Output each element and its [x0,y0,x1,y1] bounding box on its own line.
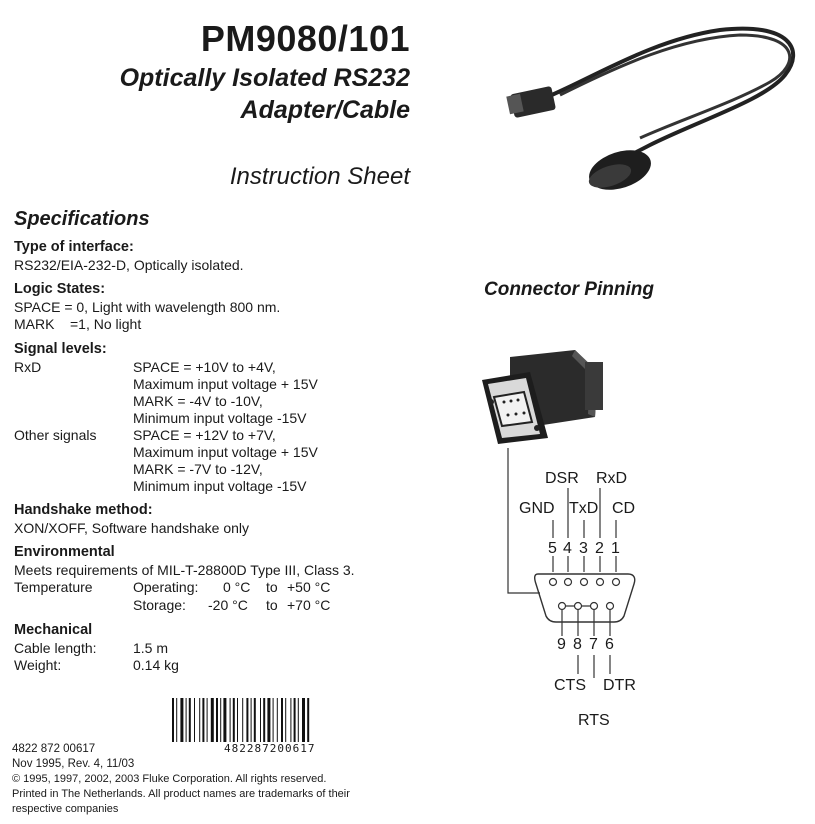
label-rts: RTS [578,712,610,729]
label-txd: TxD [569,500,599,517]
storage-to: to [266,597,278,613]
cable-length-value: 1.5 m [133,640,169,656]
weight-value: 0.14 kg [133,657,179,673]
subtitle-line2: Adapter/Cable [240,96,410,124]
signal-label: Signal levels: [14,341,107,357]
pin-number: 1 [611,540,620,557]
label-dsr: DSR [545,470,579,487]
product-title: PM9080/101 [200,18,410,59]
operating-label: Operating: [133,579,199,595]
handshake-value: XON/XOFF, Software handshake only [14,520,249,536]
subtitle-line1: Optically Isolated RS232 [119,64,410,92]
pin-number: 3 [579,540,588,557]
cable-illustration [500,20,810,195]
other-line: Minimum input voltage -15V [133,478,307,494]
copyright: © 1995, 1997, 2002, 2003 Fluke Corporation. All rights reserved. [12,773,327,785]
storage-max: +70 °C [287,597,331,613]
pin-number: 5 [548,540,557,557]
pin-number: 8 [573,636,582,653]
storage-min: -20 °C [208,597,248,613]
rxd-line: SPACE = +10V to +4V, [133,359,276,375]
mechanical-label: Mechanical [14,622,93,638]
label-dtr: DTR [603,677,636,694]
part-number: 4822 872 00617 [12,743,96,755]
other-line: SPACE = +12V to +7V, [133,427,276,443]
connector-heading: Connector Pinning [484,279,654,300]
printed-line1: Printed in The Netherlands. All product names are trademarks of their [12,788,350,800]
operating-max: +50 °C [287,579,331,595]
operating-min: 0 °C [223,579,251,595]
label-cts: CTS [554,677,586,694]
storage-label: Storage: [133,597,186,613]
label-cd: CD [612,500,636,517]
rxd-line: MARK = -4V to -10V, [133,393,263,409]
interface-label: Type of interface: [14,239,134,255]
pin-number: 6 [605,636,614,653]
interface-value: RS232/EIA-232-D, Optically isolated. [14,257,244,273]
label-gnd: GND [519,500,555,517]
rxd-label: RxD [14,359,42,375]
pin-number: 2 [595,540,604,557]
barcode [170,698,385,746]
operating-to: to [266,579,278,595]
logic-space: SPACE = 0, Light with wavelength 800 nm. [14,299,281,315]
pin-number: 7 [589,636,598,653]
weight-label: Weight: [14,657,62,673]
rxd-line: Maximum input voltage + 15V [133,376,318,392]
pin-number: 4 [563,540,572,557]
rxd-line: Minimum input voltage -15V [133,410,307,426]
logic-mark: MARK =1, No light [14,316,142,332]
environmental-label: Environmental [14,544,115,560]
environmental-value: Meets requirements of MIL-T-28800D Type III, Class 3. [14,562,355,578]
temperature-label: Temperature [14,579,93,595]
label-rxd: RxD [596,470,628,487]
barcode-number: 482287200617 [224,742,316,755]
db9-connector-illustration [480,342,610,447]
printed-line2: respective companies [12,803,119,815]
other-signals-label: Other signals [14,427,97,443]
doc-type: Instruction Sheet [229,163,410,190]
other-line: MARK = -7V to -12V, [133,461,263,477]
handshake-label: Handshake method: [14,502,153,518]
logic-label: Logic States: [14,281,106,297]
cable-length-label: Cable length: [14,640,97,656]
other-line: Maximum input voltage + 15V [133,444,318,460]
revision: Nov 1995, Rev. 4, 11/03 [12,758,135,770]
specifications-heading: Specifications [14,208,150,230]
pin-number: 9 [557,636,566,653]
